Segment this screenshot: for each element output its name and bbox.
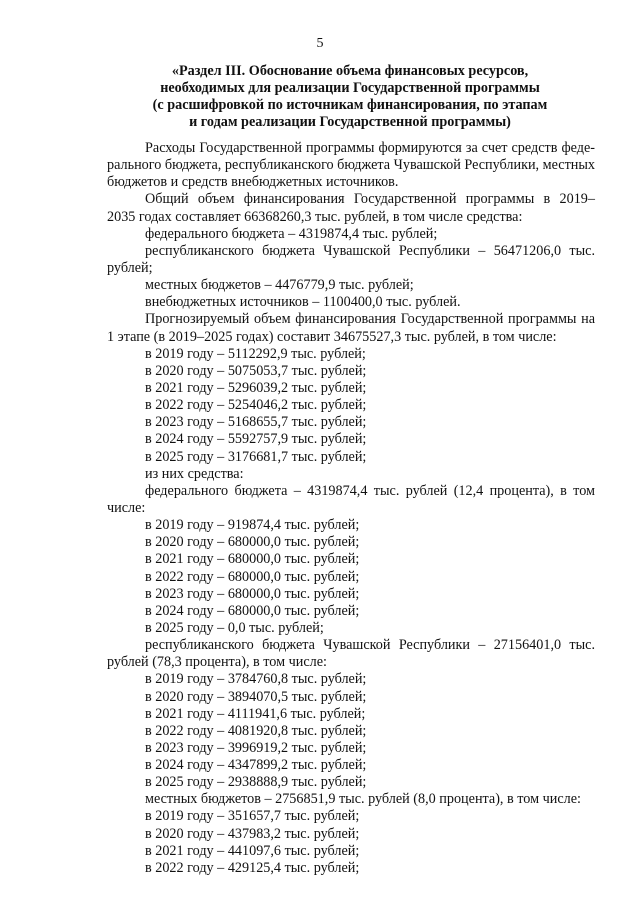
text-line: в 2020 году – 437983,2 тыс. рублей; [145, 825, 360, 842]
heading-line: «Раздел III. Обоснование объема финансовых ресурсов, [171, 63, 529, 79]
text-line: в 2024 году – 4347899,2 тыс. рублей; [145, 757, 367, 774]
text-line: в 2019 году – 351657,7 тыс. рублей; [145, 808, 360, 825]
text-line: федерального бюджета – 4319874,4 тыс. рублей (12,4 процента), в том [145, 482, 595, 499]
text-line: Общий объем финансирования Государственной программы в 2019– [145, 191, 595, 208]
text-line: местных бюджетов – 4476779,9 тыс. рублей; [145, 277, 414, 294]
text-line: в 2020 году – 5075053,7 тыс. рублей; [145, 362, 367, 379]
text-line: в 2024 году – 5592757,9 тыс. рублей; [145, 431, 367, 448]
text-line: в 2025 году – 3176681,7 тыс. рублей; [145, 448, 367, 465]
section-heading [110, 63, 590, 131]
heading-line: (с расшифровкой по источникам финансирования, по этапам [152, 97, 548, 113]
text-line: 2035 годах составляет 66368260,3 тыс. рублей, в том числе средства: [107, 208, 523, 225]
text-line: в 2022 году – 4081920,8 тыс. рублей; [145, 722, 367, 739]
body-text [107, 140, 595, 877]
text-line: рального бюджета, республиканского бюджета Чувашской Республики, местных [107, 157, 595, 174]
text-line: республиканского бюджета Чувашской Республики – 27156401,0 тыс. [145, 637, 595, 654]
text-line: в 2025 году – 0,0 тыс. рублей; [145, 619, 324, 636]
text-line: из них средства: [145, 465, 244, 482]
text-line: в 2023 году – 3996919,2 тыс. рублей; [145, 739, 367, 756]
text-line: в 2024 году – 680000,0 тыс. рублей; [145, 602, 360, 619]
text-line: федерального бюджета – 4319874,4 тыс. рублей; [145, 225, 438, 242]
heading-line: и годам реализации Государственной программы) [189, 114, 511, 130]
text-line: в 2022 году – 429125,4 тыс. рублей; [145, 859, 360, 876]
page-number: 5 [316, 36, 324, 51]
text-line: в 2020 году – 3894070,5 тыс. рублей; [145, 688, 367, 705]
text-line: республиканского бюджета Чувашской Республики – 56471206,0 тыс. [145, 242, 595, 259]
text-line: в 2021 году – 5296039,2 тыс. рублей; [145, 379, 367, 396]
heading-line: необходимых для реализации Государственной программы [160, 80, 540, 96]
text-line: местных бюджетов – 2756851,9 тыс. рублей (8,0 процента), в том числе: [145, 791, 581, 808]
text-line: в 2019 году – 5112292,9 тыс. рублей; [145, 345, 366, 362]
text-line: в 2025 году – 2938888,9 тыс. рублей; [145, 774, 367, 791]
text-line: в 2021 году – 441097,6 тыс. рублей; [145, 842, 360, 859]
text-line: рублей (78,3 процента), в том числе: [107, 654, 327, 671]
text-line: в 2020 году – 680000,0 тыс. рублей; [145, 534, 360, 551]
text-line: в 2021 году – 680000,0 тыс. рублей; [145, 551, 360, 568]
text-line: в 2023 году – 680000,0 тыс. рублей; [145, 585, 360, 602]
text-line: числе: [107, 499, 146, 516]
text-line: рублей; [107, 259, 153, 276]
text-line: в 2022 году – 680000,0 тыс. рублей; [145, 568, 360, 585]
text-line: Расходы Государственной программы формируются за счет средств феде- [145, 140, 595, 156]
text-line: в 2021 году – 4111941,6 тыс. рублей; [145, 705, 366, 722]
text-line: в 2019 году – 3784760,8 тыс. рублей; [145, 671, 367, 688]
text-line: внебюджетных источников – 1100400,0 тыс. рублей. [145, 294, 461, 311]
text-line: в 2022 году – 5254046,2 тыс. рублей; [145, 397, 367, 414]
text-line: в 2023 году – 5168655,7 тыс. рублей; [145, 414, 367, 431]
text-line: 1 этапе (в 2019–2025 годах) составит 34675527,3 тыс. рублей, в том числе: [107, 328, 557, 345]
text-line: бюджетов и средств внебюджетных источников. [107, 174, 399, 191]
text-line: в 2019 году – 919874,4 тыс. рублей; [145, 517, 360, 534]
text-line: Прогнозируемый объем финансирования Государственной программы на [145, 311, 595, 328]
